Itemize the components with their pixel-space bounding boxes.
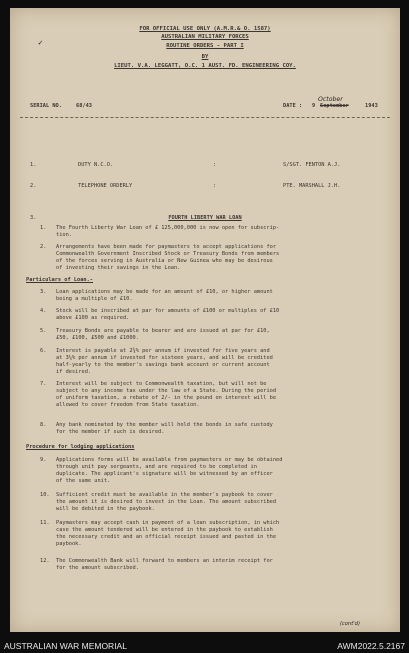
date-month-handwritten: October [318,96,343,103]
subheading-procedure: Procedure for lodging applications [26,444,135,450]
paragraph-6 [40,348,386,376]
date-year: 1943 [365,103,378,109]
by-heading: BY [201,54,209,61]
date-label: DATE : [283,103,303,109]
section-3-heading-row [30,215,380,223]
footer-accession-number: AWM2022.5.2167 [337,641,405,651]
duty-role: DUTY N.C.O. [78,162,114,168]
dashed-separator [20,117,390,118]
paragraph-text: Paymasters may accept cash in payment of a loan subscription, in which case the amount tendered will be entered in the paybook to establish the necessary credit and an official receipt issued and pasted in the paybook. [56,520,280,547]
paragraph-number: 5. [40,328,47,334]
paragraph-7 [40,381,386,409]
paragraph-9 [40,457,386,485]
handwritten-tick-mark: ✓ [38,38,43,47]
paragraph-number: 10. [40,492,50,498]
paragraph-number: 9. [40,457,47,463]
paragraph-text: Arrangements have been made for paymasters to accept applications for Commonwealth Government Inscribed Stock or Treasury Bonds from members of the forces serving in Australia or New Guinea who may be desirous of investing their savings in the Loan. [56,244,280,271]
duty-role: TELEPHONE ORDERLY [78,183,133,189]
section-title: FOURTH LIBERTY WAR LOAN [168,215,242,221]
duty-name: S/SGT. FENTON A.J. [283,162,341,168]
section-number: 3. [30,215,37,221]
paragraph-number: 2. [40,244,47,250]
order-type-heading: ROUTINE ORDERS - PART I [166,42,244,49]
paragraph-number: 11. [40,520,50,526]
force-heading: AUSTRALIAN MILITARY FORCES [161,34,249,41]
duty-row [30,183,380,191]
paragraph-text: Stock will be inscribed at par for amounts of £100 or multiples of £10 above £100 as required. [56,308,280,321]
duty-colon: : [213,183,217,189]
paragraph-text: Any bank nominated by the member will hold the bonds in safe custody for the member if such is desired. [56,422,273,435]
paragraph-text: Loan applications may be made for an amount of £10, or higher amount being a multiple of £10. [56,289,273,302]
duty-row [30,162,380,170]
paragraph-12 [40,558,386,572]
paragraph-number: 12. [40,558,50,564]
paragraph-number: 3. [40,289,47,295]
paragraph-3 [40,289,386,303]
paragraph-10 [40,492,386,513]
continued-note: (cont'd) [339,621,360,627]
paragraph-8 [40,422,386,436]
duty-name: PTE. MARSHALL J.H. [283,183,341,189]
paragraph-2 [40,244,386,272]
duty-colon: : [213,162,217,168]
paragraph-number: 8. [40,422,47,428]
date-day: 9 [312,103,316,109]
paragraph-text: The Commonwealth Bank will forward to members an interim receipt for for the amount subscribed. [56,558,273,571]
classification-heading: FOR OFFICIAL USE ONLY (A.M.R.& O. 1587) [139,26,271,32]
serial-value: 68/43 [76,103,92,109]
paragraph-number: 1. [40,225,47,231]
duty-number: 2. [30,183,37,189]
serial-date-row [30,96,378,113]
paragraph-number: 6. [40,348,47,354]
paragraph-1 [40,225,386,239]
paragraph-11 [40,520,386,548]
archive-footer [0,640,409,653]
subheading-particulars: Particulars of Loan.- [26,277,93,283]
officer-heading: LIEUT. V.A. LEGGATT, O.C. 1 AUST. FD. ENGINEERING COY. [114,62,296,69]
paragraph-number: 7. [40,381,47,387]
paragraph-text: The Fourth Liberty War Loan of £ 125,000,000 is now open for subscrip- tion. [56,225,280,238]
footer-institution: AUSTRALIAN WAR MEMORIAL [4,641,127,651]
paragraph-5 [40,328,386,342]
paragraph-text: Interest will be subject to Commonwealth taxation, but will not be subject to any income tax under the law of a State. During the period of uniform taxation, a rebate of 2/- in the pound on interest will be allowed to cover freedom from State taxation. [56,381,277,408]
serial-label: SERIAL NO. [30,103,62,109]
duty-number: 1. [30,162,37,168]
document-page [10,8,400,632]
paragraph-number: 4. [40,308,47,314]
paragraph-text: Treasury Bonds are payable to bearer and are issued at par for £10, £50, £100, £500 and £1000. [56,328,270,341]
paragraph-text: Interest is payable at 2¾% per annum if invested for five years and at 3¼% per annum if invested for sixteen years, and will be credited half-yearly to the member's savings bank account or current account if desired. [56,348,273,375]
paragraph-4 [40,308,386,322]
paragraph-text: Applications forms will be available from paymasters or may be obtained through unit pay sergeants, and are required to be completed in duplicate. The applicant's signature will be witnessed by an officer of the same unit. [56,457,283,484]
paragraph-text: Sufficient credit must be available in the member's paybook to cover the amount it is desired to invest in the Loan. The amount subscribed will be debited in the paybook. [56,492,277,512]
date-month-struck: September [320,103,349,109]
